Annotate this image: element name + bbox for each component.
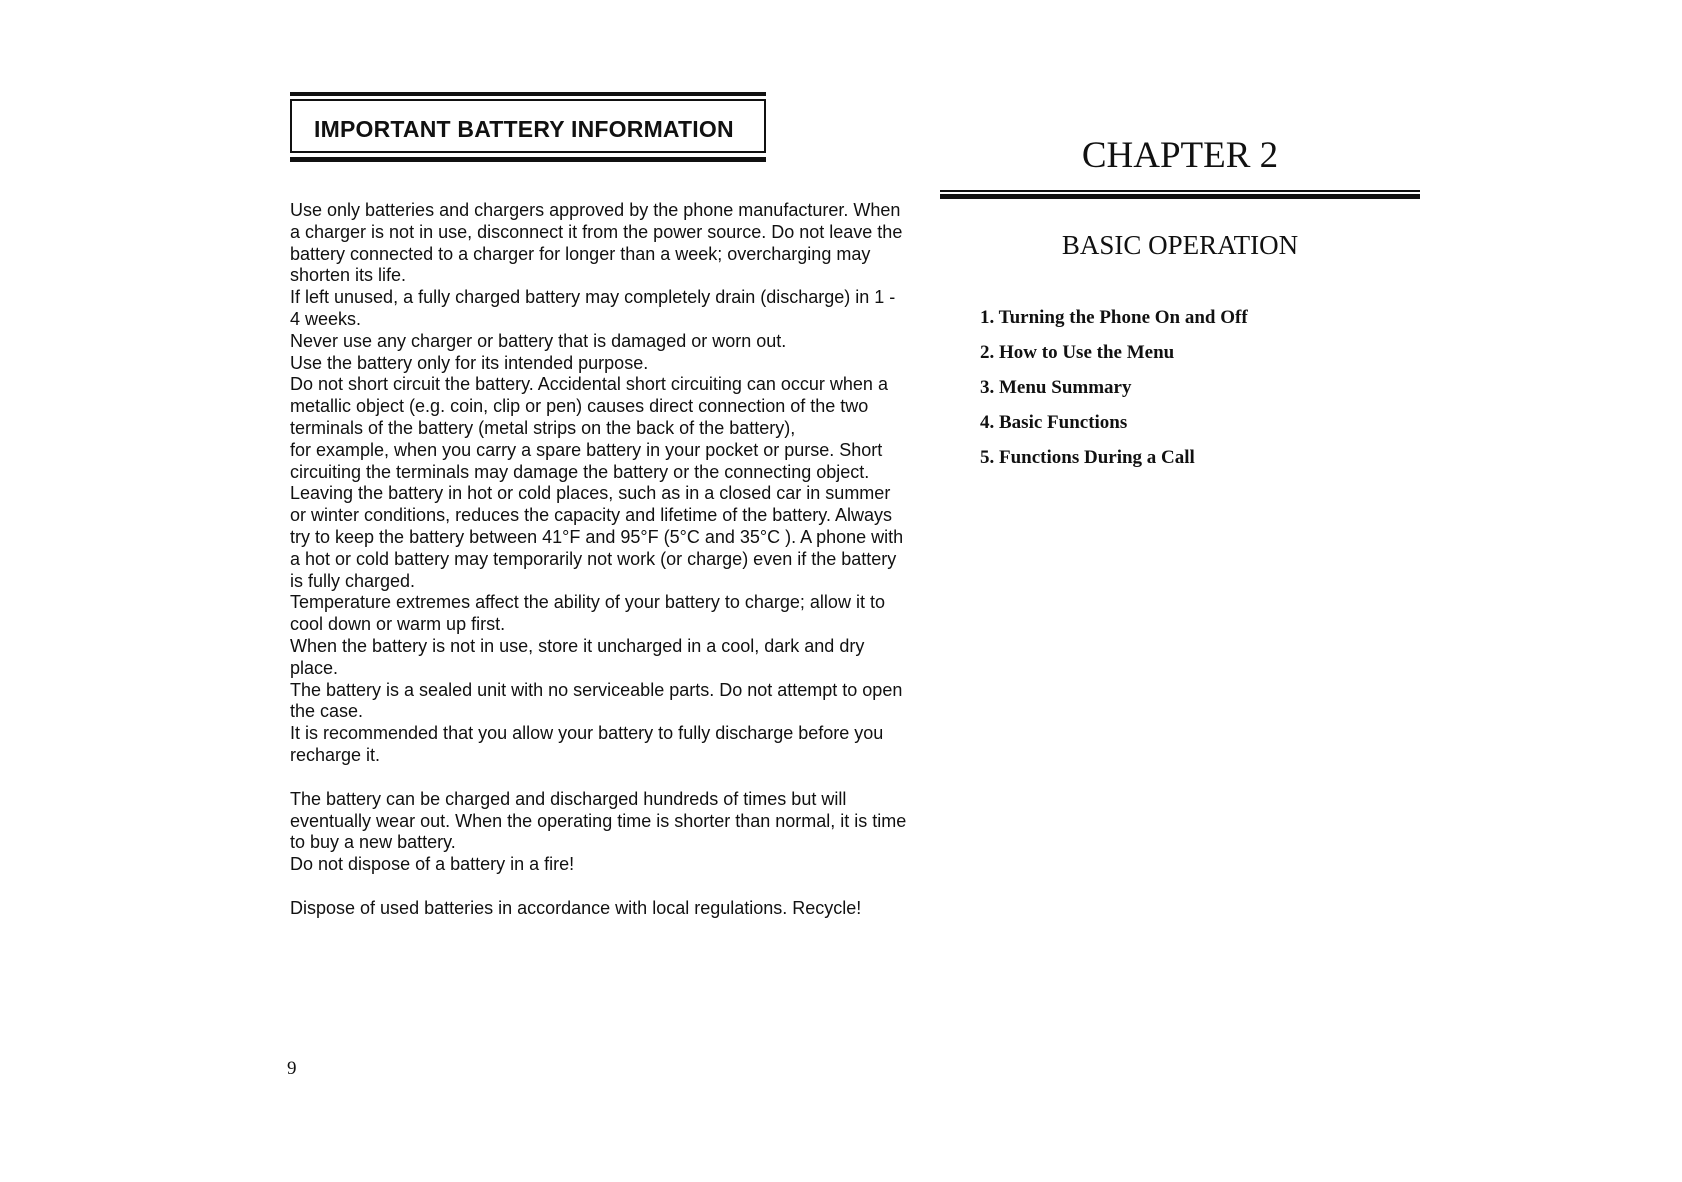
- right-page: [940, 0, 1420, 1182]
- paragraph: Dispose of used batteries in accordance with local regulations. Recycle!: [290, 897, 862, 918]
- paragraph: It is recommended that you allow your battery to fully discharge before you recharge it.: [290, 723, 884, 765]
- header-top-rule: [290, 92, 766, 96]
- left-page: [290, 92, 910, 920]
- paragraph: The battery can be charged and discharged hundreds of times but will eventually wear out. When the operating time is shorter than normal, it is time to buy a new battery.: [290, 788, 907, 853]
- battery-info-header-box: [290, 92, 766, 168]
- table-of-contents: [980, 300, 1248, 475]
- paragraph: Use the battery only for its intended purpose.: [290, 352, 649, 373]
- battery-info-title: IMPORTANT BATTERY INFORMATION: [314, 116, 734, 142]
- toc-item: 4. Basic Functions: [980, 412, 1128, 433]
- toc-item: 1. Turning the Phone On and Off: [980, 307, 1248, 328]
- paragraph: When the battery is not in use, store it uncharged in a cool, dark and dry place.: [290, 635, 865, 678]
- paragraph-gap: [290, 876, 910, 898]
- page-number: 9: [287, 1058, 297, 1079]
- paragraph: Do not dispose of a battery in a fire!: [290, 854, 575, 875]
- chapter-rule-thick: [940, 194, 1420, 199]
- chapter-rule-thin: [940, 190, 1420, 192]
- toc-item: 5. Functions During a Call: [980, 447, 1195, 468]
- header-bottom-rule: [290, 157, 766, 162]
- paragraph: for example, when you carry a spare battery in your pocket or purse. Short circuiting the terminals may damage the battery or the connecting object.: [290, 439, 883, 482]
- paragraph: Use only batteries and chargers approved by the phone manufacturer. When a charger is not in use, disconnect it from the power source. Do not leave the battery connected to a charger for longer than a week; overcharging may shorten its life.: [290, 200, 903, 286]
- paragraph: Temperature extremes affect the ability of your battery to charge; allow it to cool down or warm up first.: [290, 592, 885, 635]
- toc-item: 3. Menu Summary: [980, 377, 1132, 398]
- paragraph: Never use any charger or battery that is damaged or worn out.: [290, 330, 787, 351]
- battery-info-body: [290, 200, 910, 920]
- paragraph-gap: [290, 767, 910, 789]
- toc-item: 2. How to Use the Menu: [980, 342, 1175, 363]
- section-title: BASIC OPERATION: [1061, 230, 1299, 260]
- paragraph: Do not short circuit the battery. Accidental short circuiting can occur when a metallic object (e.g. coin, clip or pen) causes direct connection of the two terminals of the battery (metal strips on the back of the battery),: [290, 374, 888, 438]
- chapter-title: CHAPTER 2: [1081, 135, 1279, 176]
- paragraph: The battery is a sealed unit with no serviceable parts. Do not attempt to open the case.: [290, 679, 903, 722]
- paragraph: Leaving the battery in hot or cold places, such as in a closed car in summer or winter conditions, reduces the capacity and lifetime of the battery. Always try to keep the battery between 41°F and 95°F (5°C and 35°C ). A phone with a hot or cold battery may temporarily not work (or charge) even if the battery is fully charged.: [290, 483, 904, 591]
- paragraph: If left unused, a fully charged battery may completely drain (discharge) in 1 - 4 weeks.: [290, 287, 896, 329]
